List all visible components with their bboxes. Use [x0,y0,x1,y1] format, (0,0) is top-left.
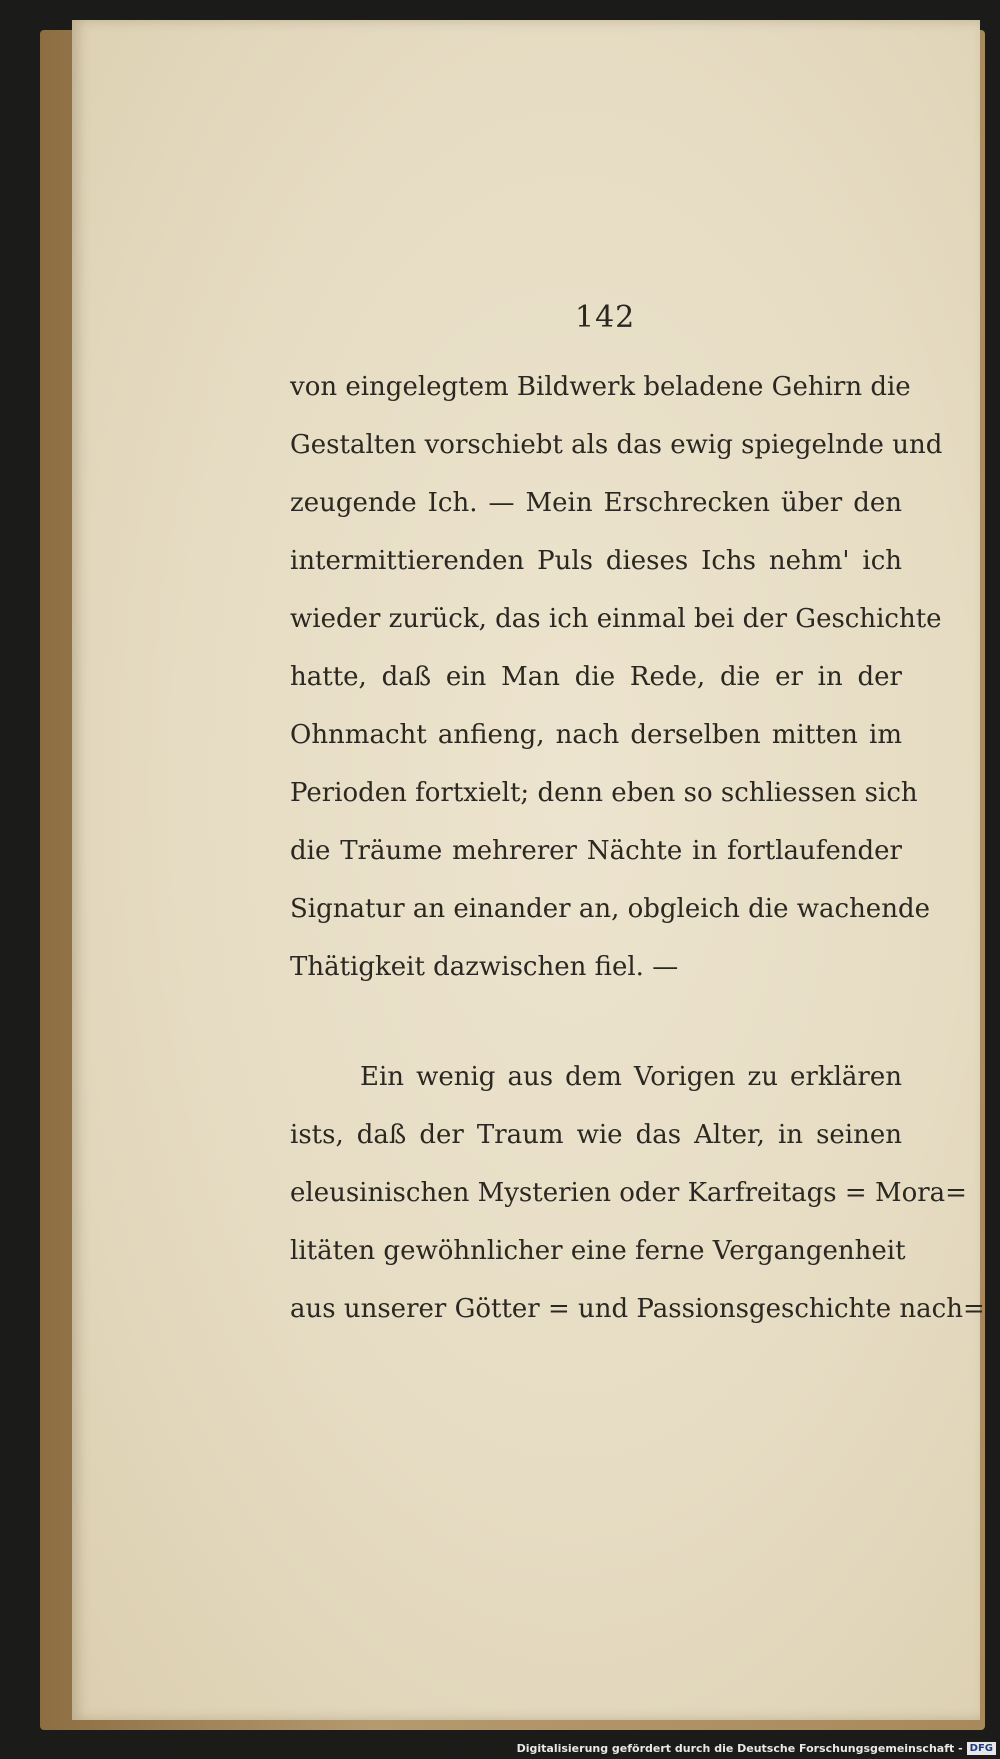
text-line: Perioden fortхielt; denn eben so schliessen sich [290,778,918,808]
text-line: Thätigkeit dazwischen fiel. — [290,952,679,982]
text-line: eleusinischen Mysterien oder Karfreitags = Mora= [290,1178,967,1208]
dfg-logo: DFG [967,1742,996,1755]
body-text [290,358,985,1338]
text-line: zeugende Ich. — Mein Erschrecken über den [290,488,902,518]
text-line: aus unserer Götter = und Passionsgeschichte nach= [290,1294,985,1324]
page-number: 142 [575,300,636,335]
text-line: wieder zurück, das ich einmal bei der Geschichte [290,604,942,634]
paragraph-gap [290,996,902,1048]
digitization-footer [517,1739,996,1757]
text-line: von eingelegtem Bildwerk beladene Gehirn die [290,372,911,402]
text-line: hatte, daß ein Man die Rede, die er in der [290,662,902,692]
text-line: litäten gewöhnlicher eine ferne Vergangenheit [290,1236,906,1266]
text-line: Ein wenig aus dem Vorigen zu erklären [360,1062,902,1092]
text-line: Gestalten vorschiebt als das ewig spiegelnde und [290,430,943,460]
funding-credit: Digitalisierung gefördert durch die Deutsche Forschungsgemeinschaft - [516,1741,963,1755]
text-line: Signatur an einander an, obgleich die wachende [290,894,930,924]
text-line: intermittierenden Puls dieses Ichs nehm' ich [290,546,902,576]
text-line: ists, daß der Traum wie das Alter, in seinen [290,1120,902,1150]
text-line: die Träume mehrerer Nächte in fortlaufender [290,836,902,866]
text-line: Ohnmacht anfieng, nach derselben mitten im [290,720,902,750]
